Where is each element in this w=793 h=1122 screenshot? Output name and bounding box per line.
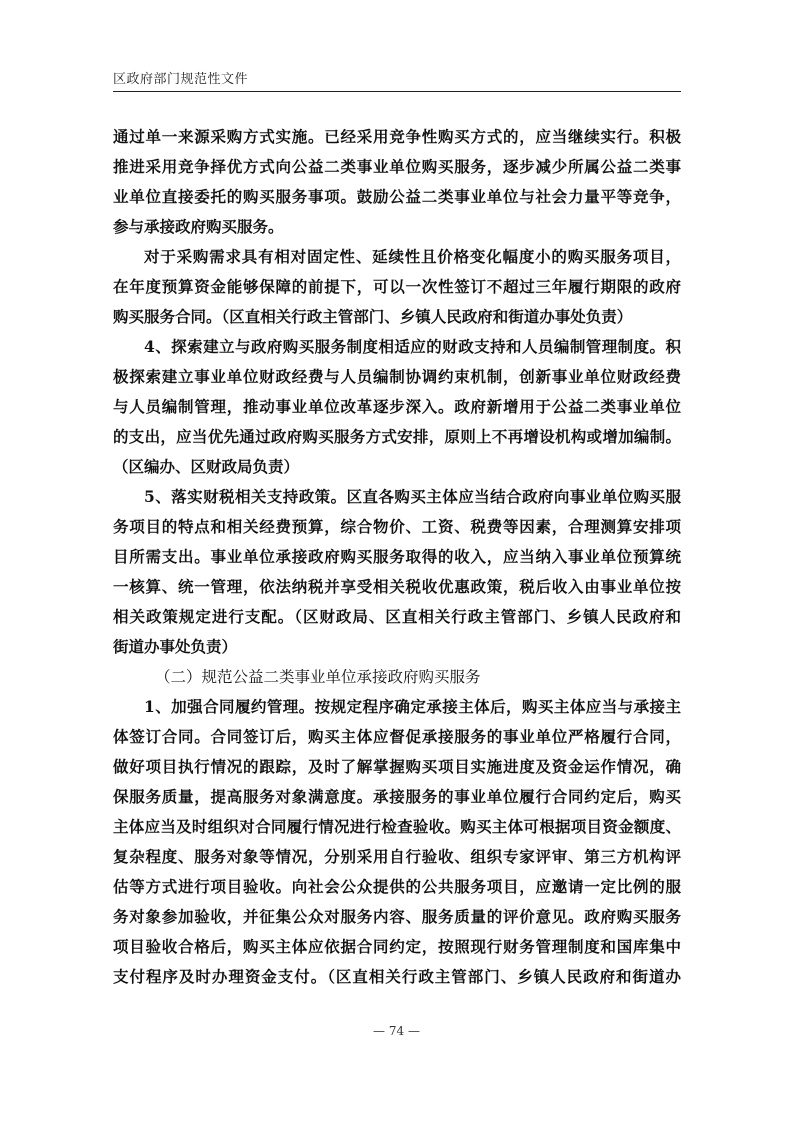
body-line: 主体应当及时组织对合同履行情况进行检查验收。购买主体可根据项目资金额度、 <box>113 817 681 836</box>
body-line: 对于采购需求具有相对固定性、延续性且价格变化幅度小的购买服务项目， <box>144 247 681 266</box>
body-line: 通过单一来源采购方式实施。已经采用竞争性购买方式的，应当继续实行。积极 <box>113 127 681 146</box>
body-line: 在年度预算资金能够保障的前提下，可以一次性签订不超过三年履行期限的政府 <box>113 277 681 296</box>
body-line: 的支出，应当优先通过政府购买服务方式安排，原则上不再增设机构或增加编制。 <box>113 427 681 446</box>
body-line: 保服务质量，提高服务对象满意度。承接服务的事业单位履行合同约定后，购买 <box>113 787 681 806</box>
body-line: 做好项目执行情况的跟踪，及时了解掌握购买项目实施进度及资金运作情况，确 <box>113 757 681 776</box>
body-line: 购买服务合同。（区直相关行政主管部门、乡镇人民政府和街道办事处负责） <box>113 307 633 326</box>
body-line: 务对象参加验收，并征集公众对服务内容、服务质量的评价意见。政府购买服务 <box>113 907 681 926</box>
body-line: 一核算、统一管理，依法纳税并享受相关税收优惠政策，税后收入由事业单位按 <box>113 577 681 596</box>
section-heading: （二）规范公益二类事业单位承接政府购买服务 <box>155 668 481 686</box>
body-line: 目所需支出。事业单位承接政府购买服务取得的收入，应当纳入事业单位预算统 <box>113 547 681 566</box>
body-line: 1、加强合同履约管理。按规定程序确定承接主体后，购买主体应当与承接主 <box>144 697 681 716</box>
body-line: 复杂程度、服务对象等情况，分别采用自行验收、组织专家评审、第三方机构评 <box>113 847 681 866</box>
body-line: 参与承接政府购买服务。 <box>113 217 284 236</box>
document-body <box>113 122 681 992</box>
body-line: 4、探索建立与政府购买服务制度相适应的财政支持和人员编制管理制度。积 <box>144 337 681 356</box>
body-line: 相关政策规定进行支配。（区财政局、区直相关行政主管部门、乡镇人民政府和 <box>113 607 681 626</box>
body-line: 5、落实财税相关支持政策。区直各购买主体应当结合政府向事业单位购买服 <box>144 487 681 506</box>
body-line: 业单位直接委托的购买服务事项。鼓励公益二类事业单位与社会力量平等竞争， <box>113 187 681 206</box>
body-line: 支付程序及时办理资金支付。（区直相关行政主管部门、乡镇人民政府和街道办 <box>113 967 681 986</box>
body-line: 务项目的特点和相关经费预算，综合物价、工资、税费等因素，合理测算安排项 <box>113 517 681 536</box>
body-line: （区编办、区财政局负责） <box>113 457 300 476</box>
body-line: 体签订合同。合同签订后，购买主体应督促承接服务的事业单位严格履行合同， <box>113 727 681 746</box>
body-line: 推进采用竞争择优方式向公益二类事业单位购买服务，逐步减少所属公益二类事 <box>113 157 681 176</box>
body-line: 街道办事处负责） <box>113 637 238 656</box>
page-number: — 74 — <box>373 1024 420 1038</box>
header-title: 区政府部门规范性文件 <box>113 72 249 87</box>
body-line: 极探索建立事业单位财政经费与人员编制协调约束机制，创新事业单位财政经费 <box>113 367 681 386</box>
body-line: 估等方式进行项目验收。向社会公众提供的公共服务项目，应邀请一定比例的服 <box>113 877 681 896</box>
body-line: 项目验收合格后，购买主体应依据合同约定，按照现行财务管理制度和国库集中 <box>113 937 681 956</box>
body-line: 与人员编制管理，推动事业单位改革逐步深入。政府新增用于公益二类事业单位 <box>113 397 681 416</box>
page-header <box>113 64 681 92</box>
